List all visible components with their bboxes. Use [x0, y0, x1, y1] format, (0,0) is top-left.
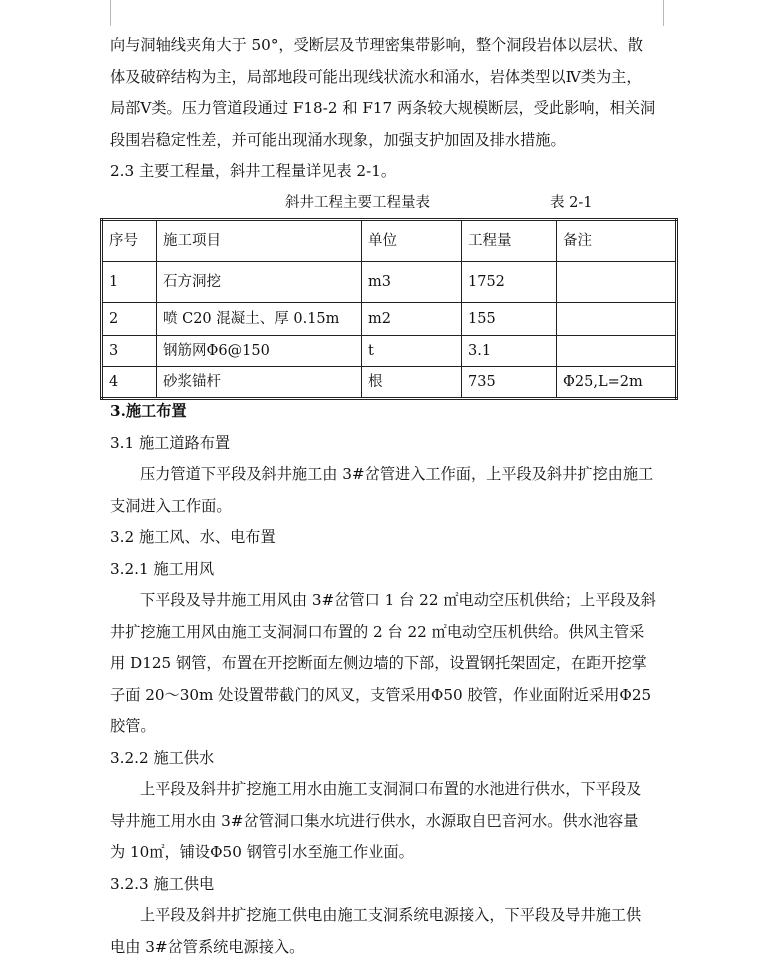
table-cell: 1752: [462, 262, 557, 303]
table-cell: [557, 262, 677, 303]
table-cell: 砂浆锚杆: [157, 367, 362, 399]
paragraph-line: 电由 3#岔管系统电源接入。: [110, 932, 670, 963]
paragraph-line: 上平段及斜井扩挖施工供电由施工支洞系统电源接入，下平段及导井施工供: [110, 900, 670, 932]
paragraph-line: 段围岩稳定性差，并可能出现涌水现象，加强支护加固及排水措施。: [110, 125, 670, 157]
table-cell: 4: [102, 367, 157, 399]
table-row: [102, 336, 677, 367]
paragraph-line: 压力管道下平段及斜井施工由 3#岔管进入工作面，上平段及斜井扩挖由施工: [110, 459, 670, 491]
table-cell: 石方洞挖: [157, 262, 362, 303]
table-header-cell: 单位: [362, 220, 462, 262]
paragraph-line: 胶管。: [110, 711, 670, 743]
table-cell: Φ25,L=2m: [557, 367, 677, 399]
paragraph-line: 子面 20～30m 处设置带截门的风叉，支管采用Φ50 胶管，作业面附近采用Φ25: [110, 680, 670, 712]
page-corner-mark-left: [108, 0, 111, 26]
table-cell: [557, 303, 677, 336]
section-heading-2-3: 2.3 主要工程量，斜井工程量详见表 2-1。: [110, 156, 670, 188]
quantity-table: [100, 218, 678, 400]
table-cell: 3: [102, 336, 157, 367]
section-heading-3-2-3: 3.2.3 施工供电: [110, 869, 670, 901]
paragraph-line: 体及破碎结构为主，局部地段可能出现线状流水和涌水，岩体类型以Ⅳ类为主，: [110, 62, 670, 94]
table-cell: 1: [102, 262, 157, 303]
table-cell: 735: [462, 367, 557, 399]
document-body: [110, 30, 670, 219]
table-cell: 155: [462, 303, 557, 336]
table-header-cell: 序号: [102, 220, 157, 262]
paragraph-line: 井扩挖施工用风由施工支洞洞口布置的 2 台 22 ㎡电动空压机供给。供风主管采: [110, 617, 670, 649]
table-caption: [110, 188, 670, 219]
table-label: 表 2-1: [550, 188, 592, 220]
table-cell: m3: [362, 262, 462, 303]
table-cell: 3.1: [462, 336, 557, 367]
table-cell: 钢筋网Φ6@150: [157, 336, 362, 367]
table-row: [102, 303, 677, 336]
paragraph-line: 局部Ⅴ类。压力管道段通过 F18-2 和 F17 两条较大规模断层，受此影响，相关洞: [110, 93, 670, 125]
section-heading-3: 3.施工布置: [110, 396, 670, 428]
paragraph-line: 导井施工用水由 3#岔管洞口集水坑进行供水，水源取自巴音河水。供水池容量: [110, 806, 670, 838]
table-cell: m2: [362, 303, 462, 336]
table-cell: 根: [362, 367, 462, 399]
section-heading-3-2-2: 3.2.2 施工供水: [110, 743, 670, 775]
paragraph-line: 支洞进入工作面。: [110, 491, 670, 523]
table-header-cell: 施工项目: [157, 220, 362, 262]
page-corner-mark-right: [663, 0, 666, 26]
section-heading-3-2-1: 3.2.1 施工用风: [110, 554, 670, 586]
table-cell: [557, 336, 677, 367]
table-header-cell: 工程量: [462, 220, 557, 262]
section-heading-3-1: 3.1 施工道路布置: [110, 428, 670, 460]
paragraph-line: 向与洞轴线夹角大于 50°，受断层及节理密集带影响，整个洞段岩体以层状、散: [110, 30, 670, 62]
table-title: 斜井工程主要工程量表: [285, 188, 430, 220]
document-body-continued: [110, 396, 670, 963]
paragraph-line: 为 10㎡，铺设Φ50 钢管引水至施工作业面。: [110, 837, 670, 869]
table-row: [102, 367, 677, 399]
paragraph-line: 用 D125 钢管，布置在开挖断面左侧边墙的下部，设置钢托架固定，在距开挖掌: [110, 648, 670, 680]
section-heading-3-2: 3.2 施工风、水、电布置: [110, 522, 670, 554]
table-cell: t: [362, 336, 462, 367]
table-row: [102, 262, 677, 303]
table-header-cell: 备注: [557, 220, 677, 262]
paragraph-line: 上平段及斜井扩挖施工用水由施工支洞洞口布置的水池进行供水，下平段及: [110, 774, 670, 806]
paragraph-line: 下平段及导井施工用风由 3#岔管口 1 台 22 ㎡电动空压机供给；上平段及斜: [110, 585, 670, 617]
table-header-row: [102, 220, 677, 262]
table-cell: 2: [102, 303, 157, 336]
table-cell: 喷 C20 混凝土、厚 0.15m: [157, 303, 362, 336]
